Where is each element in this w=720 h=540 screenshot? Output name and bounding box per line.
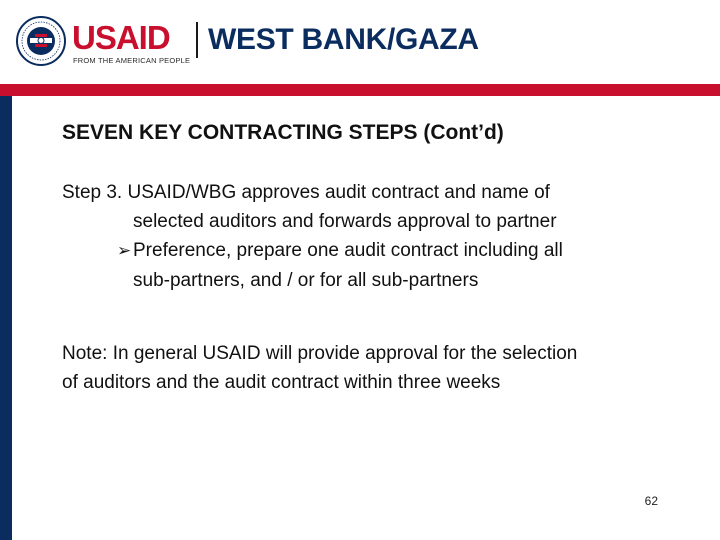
- note-line-1: Note: In general USAID will provide approval for the selection: [62, 343, 578, 364]
- logo-divider: [196, 22, 198, 58]
- step-3-line-1: Step 3. USAID/WBG approves audit contract and name of: [62, 182, 550, 203]
- usaid-logo: [72, 18, 170, 58]
- note-block: [62, 339, 682, 397]
- step-3-block: [62, 178, 682, 295]
- usaid-seal-icon: [16, 16, 66, 66]
- page-number: 62: [644, 494, 658, 508]
- header-red-rule: [0, 84, 720, 96]
- step-3-line-2: selected auditors and forwards approval to partner: [133, 211, 557, 232]
- logo-tagline: FROM THE AMERICAN PEOPLE: [73, 56, 191, 65]
- note-line-2: of auditors and the audit contract within three weeks: [62, 372, 501, 393]
- bullet-line-2: sub-partners, and / or for all sub-partners: [133, 270, 479, 291]
- usaid-logo-text: USAID: [72, 19, 170, 56]
- mission-name: WEST BANK/GAZA: [208, 23, 479, 56]
- slide-title: SEVEN KEY CONTRACTING STEPS (Cont’d): [62, 121, 504, 144]
- bullet-line-1: Preference, prepare one audit contract including all: [133, 240, 563, 261]
- left-navy-bar: [0, 96, 12, 540]
- arrow-bullet-icon: ➢: [117, 241, 132, 261]
- bullet-item: [62, 236, 682, 266]
- slide-header: [0, 0, 720, 84]
